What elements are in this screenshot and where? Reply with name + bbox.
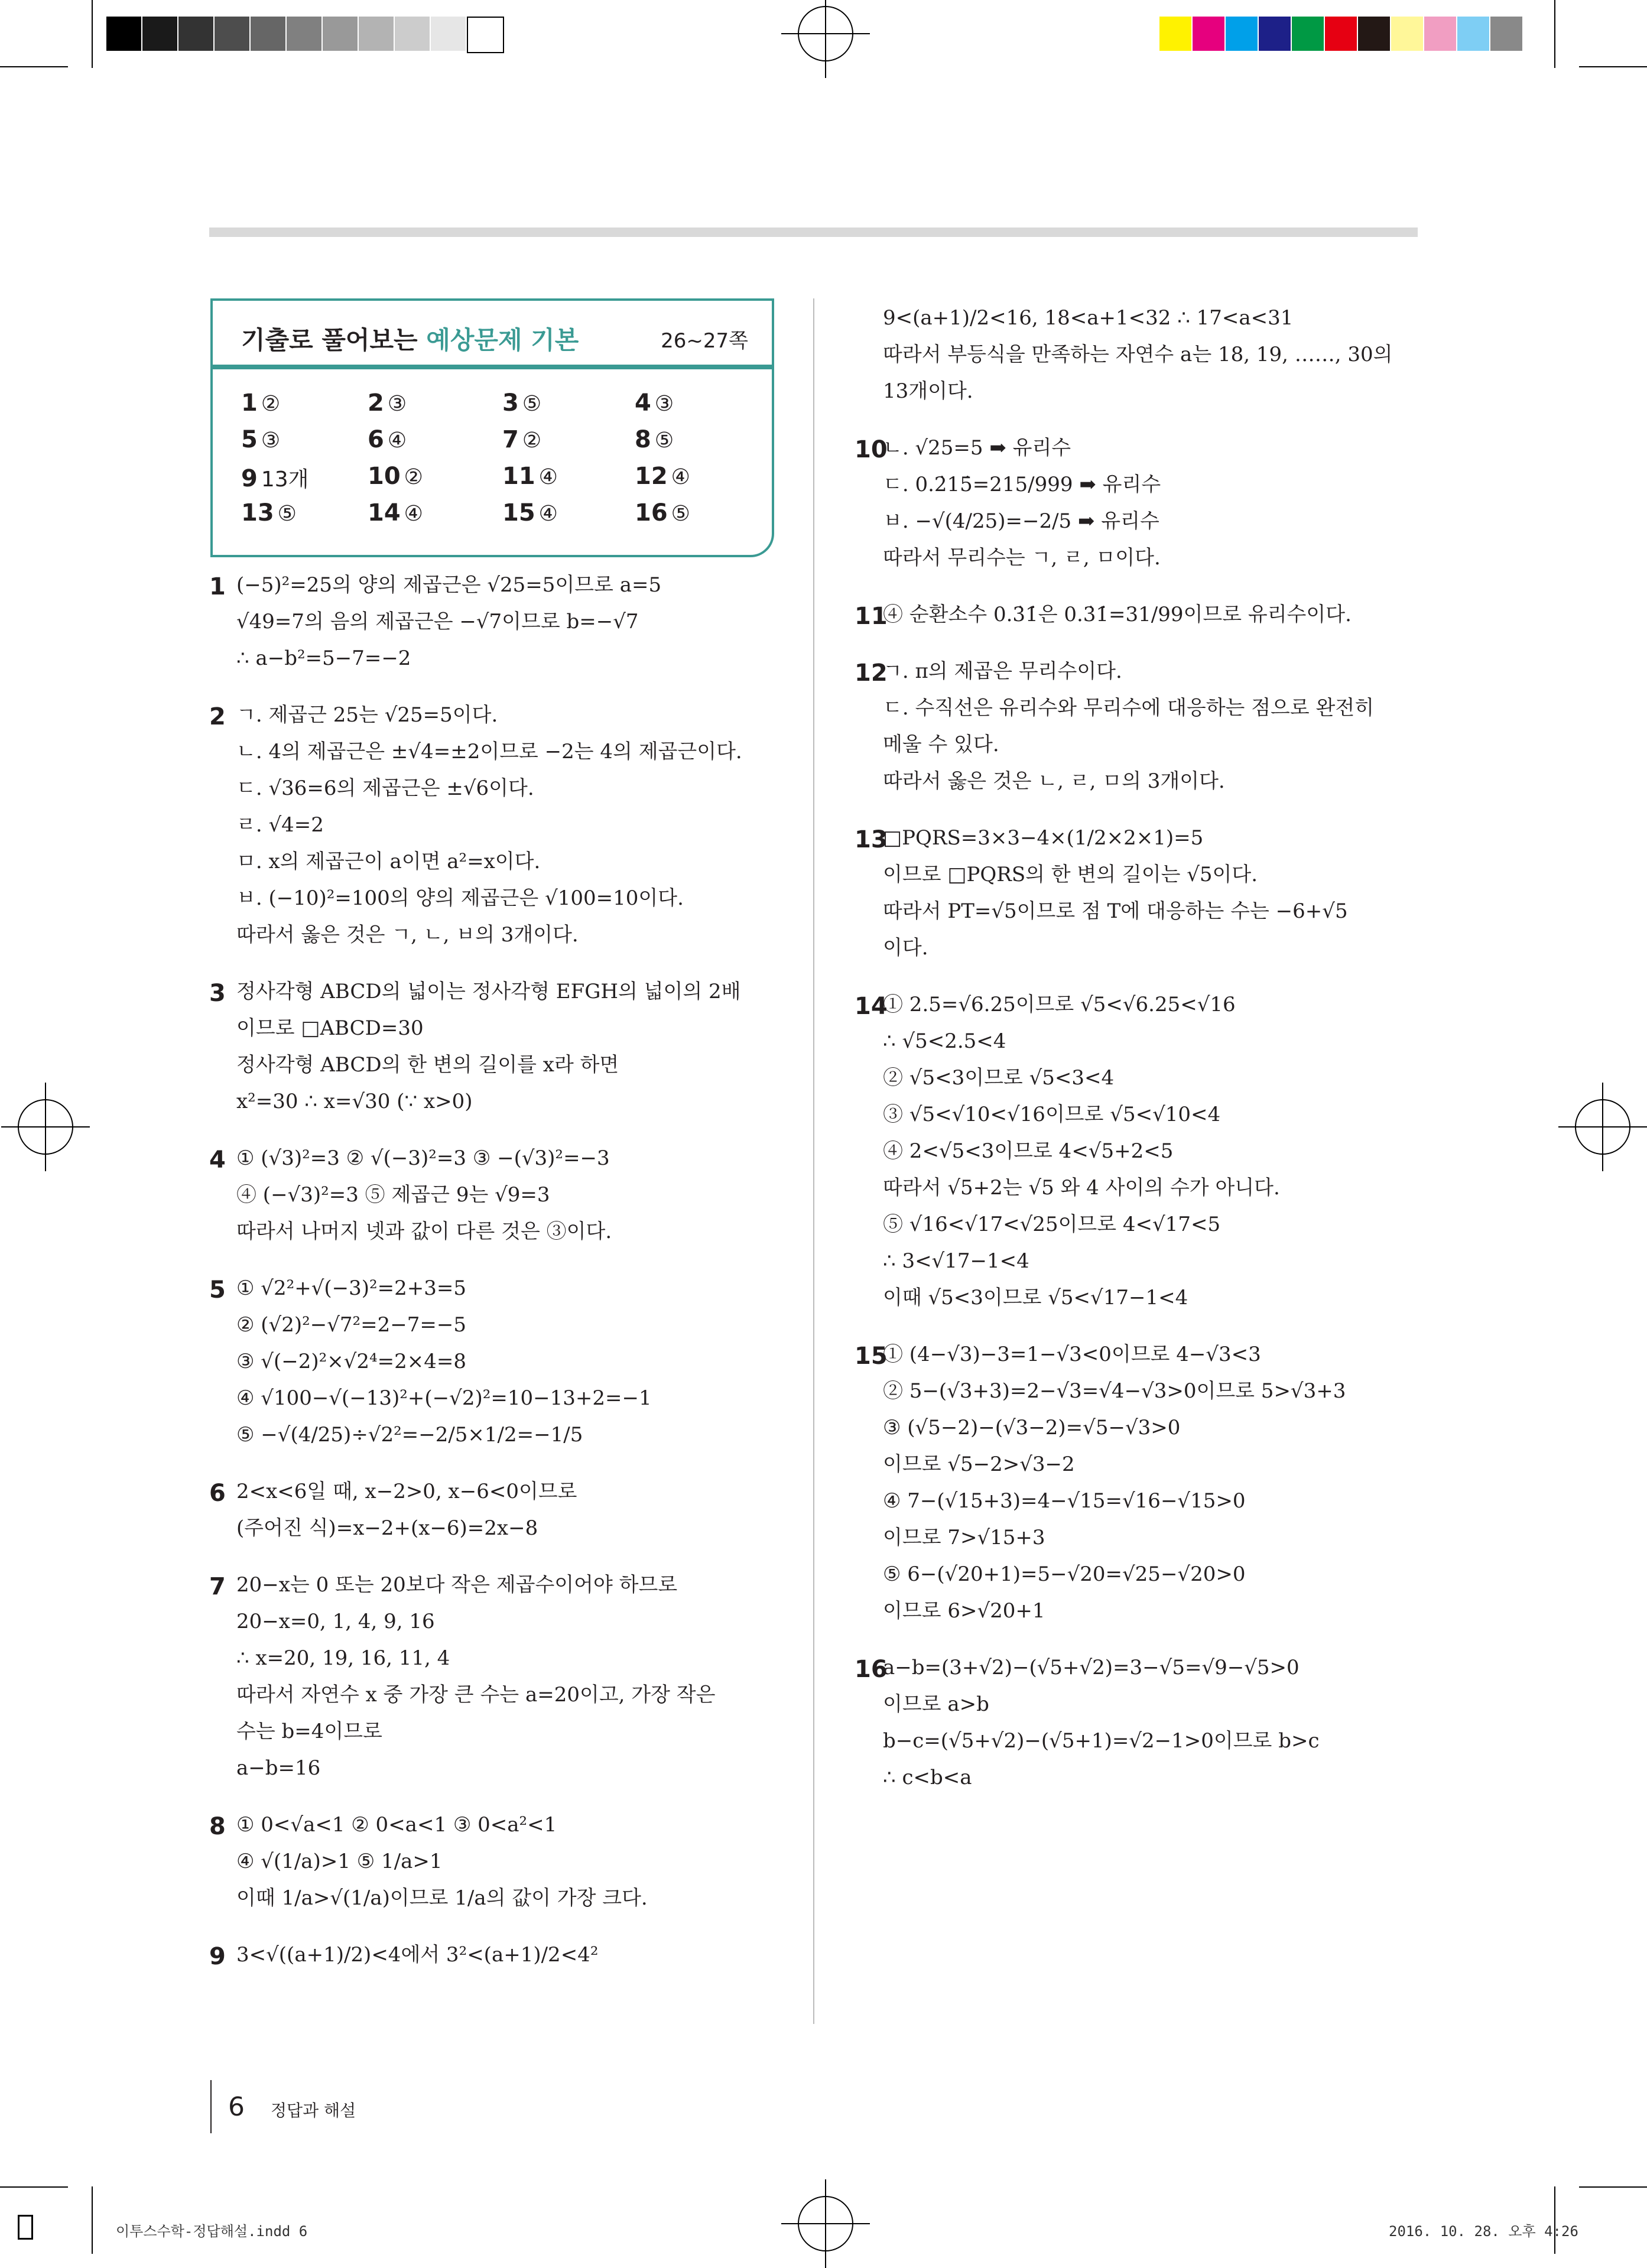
- problem-number: 4: [209, 1146, 226, 1174]
- answer-number: 1: [241, 389, 258, 417]
- answer-box: [210, 298, 774, 557]
- solution-line: 따라서 부등식을 만족하는 자연수 a는 18, 19, ……, 30의: [883, 343, 1393, 366]
- solution-line: ∴ c<b<a: [883, 1766, 972, 1789]
- slug-filename: 이투스수학-정답해설.indd 6: [116, 2223, 308, 2240]
- answer-value: ④: [538, 465, 558, 489]
- gray-swatch: [359, 17, 395, 51]
- color-swatch: [1490, 17, 1523, 51]
- answer-item: [502, 463, 558, 490]
- problem-number: 8: [209, 1813, 226, 1840]
- problem-number: 7: [209, 1573, 226, 1600]
- solution-line: ③ (√5−2)−(√3−2)=√5−√3>0: [883, 1416, 1181, 1440]
- answer-item: [241, 426, 280, 453]
- solution-line: 13개이다.: [883, 379, 973, 403]
- answer-number: 9: [241, 465, 258, 492]
- crop-mark: [0, 2186, 68, 2188]
- solution-line: ∴ √5<2.5<4: [883, 1029, 1006, 1053]
- answer-number: 10: [368, 463, 401, 490]
- answer-value: 13개: [261, 467, 309, 492]
- answer-item: [502, 499, 558, 527]
- gray-swatch: [142, 17, 178, 51]
- solution-line: 이때 √5<3이므로 √5<√17−1<4: [883, 1286, 1188, 1310]
- problem-number: 11: [855, 603, 888, 630]
- color-swatch: [1358, 17, 1391, 51]
- solution-line: ① √2²+√(−3)²=2+3=5: [236, 1276, 467, 1300]
- solution-line: 따라서 옳은 것은 ㄴ, ㄹ, ㅁ의 3개이다.: [883, 769, 1225, 793]
- problem-number: 10: [855, 436, 888, 463]
- solution-line: b−c=(√5+√2)−(√5+1)=√2−1>0이므로 b>c: [883, 1729, 1320, 1753]
- solution-line: ④ √100−√(−13)²+(−√2)²=10−13+2=−1: [236, 1386, 652, 1410]
- solution-line: □PQRS=3×3−4×(1/2×2×1)=5: [883, 826, 1204, 850]
- color-swatch: [1259, 17, 1292, 51]
- solution-line: ④ 순환소수 0.3̇1̇은 0.3̇1̇=31/99이므로 유리수이다.: [883, 603, 1352, 626]
- problem-number: 13: [855, 826, 888, 853]
- color-swatch: [1325, 17, 1358, 51]
- answer-value: ④: [671, 465, 690, 489]
- registration-mark: [798, 6, 853, 61]
- answer-item: [635, 463, 690, 490]
- gray-swatch: [395, 17, 431, 51]
- answer-value: ③: [654, 392, 674, 416]
- solution-line: 메울 수 있다.: [883, 733, 999, 756]
- gray-swatch: [251, 17, 287, 51]
- answer-number: 14: [368, 499, 401, 527]
- column-divider: [813, 298, 814, 2024]
- solution-line: ④ 2<√5<3이므로 4<√5+2<5: [883, 1139, 1174, 1163]
- solution-line: 이므로 □PQRS의 한 변의 길이는 √5이다.: [883, 863, 1258, 886]
- answer-value: ③: [387, 392, 407, 416]
- answer-item: [241, 499, 297, 527]
- answer-number: 16: [635, 499, 668, 527]
- answer-item: [635, 389, 674, 417]
- answer-value: ②: [261, 392, 281, 416]
- answer-value: ⑤: [654, 428, 674, 453]
- answer-number: 3: [502, 389, 519, 417]
- solution-line: ① (√3)²=3 ② √(−3)²=3 ③ −(√3)²=−3: [236, 1146, 610, 1170]
- solution-line: (−5)²=25의 양의 제곱근은 √25=5이므로 a=5: [236, 573, 662, 597]
- answer-item: [241, 463, 308, 493]
- solution-line: (주어진 식)=x−2+(x−6)=2x−8: [236, 1516, 538, 1540]
- solution-line: ① (4−√3)−3=1−√3<0이므로 4−√3<3: [883, 1343, 1261, 1366]
- solution-line: 따라서 무리수는 ㄱ, ㄹ, ㅁ이다.: [883, 546, 1161, 570]
- answer-value: ②: [522, 428, 542, 453]
- problem-number: 6: [209, 1480, 226, 1507]
- solution-line: ∴ a−b²=5−7=−2: [236, 646, 411, 670]
- solution-line: ∴ 3<√17−1<4: [883, 1249, 1029, 1273]
- solution-line: 2<x<6일 때, x−2>0, x−6<0이므로: [236, 1480, 577, 1503]
- color-swatch: [1193, 17, 1226, 51]
- solution-line: ④ 7−(√15+3)=4−√15=√16−√15>0: [883, 1489, 1246, 1513]
- solution-line: ㄷ. 0.2̇15̇=215/999 ➡ 유리수: [883, 473, 1161, 496]
- page-range: 26~27쪽: [661, 329, 748, 353]
- answer-number: 15: [502, 499, 535, 527]
- problem-number: 3: [209, 980, 226, 1007]
- solution-line: 따라서 PT=√5이므로 점 T에 대응하는 수는 −6+√5: [883, 899, 1348, 923]
- answer-item: [635, 499, 690, 527]
- gray-swatch: [178, 17, 215, 51]
- answer-value: ⑤: [522, 392, 542, 416]
- answer-number: 12: [635, 463, 668, 490]
- problem-number: 15: [855, 1343, 888, 1370]
- solution-line: 20−x는 0 또는 20보다 작은 제곱수이어야 하므로: [236, 1573, 678, 1597]
- solution-line: 9<(a+1)/2<16, 18<a+1<32 ∴ 17<a<31: [883, 306, 1294, 330]
- solution-line: ㄹ. √4=2: [236, 813, 324, 837]
- solution-line: ③ √(−2)²×√2⁴=2×4=8: [236, 1350, 467, 1373]
- solution-line: ③ √5<√10<√16이므로 √5<√10<4: [883, 1103, 1221, 1126]
- solution-line: ㅂ. −√(4/25)=−2/5 ➡ 유리수: [883, 509, 1159, 533]
- solution-line: ④ √(1/a)>1 ⑤ 1/a>1: [236, 1850, 443, 1873]
- registration-mark: [798, 2196, 853, 2251]
- problem-number: 16: [855, 1656, 888, 1683]
- solution-line: 이므로 □ABCD=30: [236, 1016, 424, 1040]
- color-swatch: [1292, 17, 1325, 51]
- title-underline: [213, 365, 772, 369]
- solution-line: 이므로 7>√15+3: [883, 1526, 1045, 1549]
- slug-box-icon: [18, 2215, 33, 2240]
- solution-line: ㄴ. √25=5 ➡ 유리수: [883, 436, 1071, 460]
- solution-line: a−b=(3+√2)−(√5+√2)=3−√5=√9−√5>0: [883, 1656, 1300, 1679]
- slug-timestamp: 2016. 10. 28. 오후 4:26: [1389, 2223, 1578, 2240]
- footer-label: 정답과 해설: [271, 2101, 356, 2120]
- solution-line: 따라서 나머지 넷과 값이 다른 것은 ③이다.: [236, 1220, 612, 1243]
- solution-line: x²=30 ∴ x=√30 (∵ x>0): [236, 1090, 473, 1113]
- crop-mark: [92, 2186, 93, 2254]
- answer-value: ③: [261, 428, 281, 453]
- answer-number: 7: [502, 426, 519, 453]
- color-swatch: [1391, 17, 1424, 51]
- solution-line: ㅂ. (−10)²=100의 양의 제곱근은 √100=10이다.: [236, 886, 684, 910]
- solution-line: 이다.: [883, 936, 928, 960]
- solution-line: ㄴ. 4의 제곱근은 ±√4=±2이므로 −2는 4의 제곱근이다.: [236, 740, 742, 763]
- problem-number: 12: [855, 659, 888, 687]
- answer-box-title: [241, 321, 579, 356]
- title-highlight: 예상문제 기본: [426, 326, 579, 355]
- color-swatch: [1226, 17, 1259, 51]
- solution-line: ㄱ. π의 제곱은 무리수이다.: [883, 659, 1122, 683]
- solution-line: ⑤ 6−(√20+1)=5−√20=√25−√20>0: [883, 1562, 1246, 1586]
- crop-mark: [1579, 66, 1647, 67]
- solution-line: 이므로 6>√20+1: [883, 1599, 1045, 1623]
- answer-item: [368, 499, 423, 527]
- solution-line: ㄷ. √36=6의 제곱근은 ±√6이다.: [236, 776, 534, 800]
- gray-swatch: [215, 17, 251, 51]
- gray-swatch: [287, 17, 323, 51]
- solution-line: a−b=16: [236, 1756, 321, 1780]
- crop-mark: [92, 0, 93, 68]
- solution-line: 이므로 a>b: [883, 1692, 989, 1716]
- solution-line: 이므로 √5−2>√3−2: [883, 1453, 1075, 1476]
- answer-item: [368, 463, 423, 490]
- solution-line: 수는 b=4이므로: [236, 1720, 382, 1743]
- gray-swatch: [106, 17, 142, 51]
- color-swatch: [1424, 17, 1457, 51]
- solution-line: √49=7의 음의 제곱근은 −√7이므로 b=−√7: [236, 610, 639, 633]
- gray-swatch: [431, 17, 467, 51]
- problem-number: 5: [209, 1276, 226, 1304]
- solution-line: 이때 1/a>√(1/a)이므로 1/a의 값이 가장 크다.: [236, 1886, 648, 1910]
- registration-mark: [18, 1099, 73, 1155]
- solution-line: 따라서 √5+2는 √5 와 4 사이의 수가 아니다.: [883, 1176, 1280, 1200]
- solution-line: ② 5−(√3+3)=2−√3=√4−√3>0이므로 5>√3+3: [883, 1379, 1346, 1403]
- crop-mark: [1554, 0, 1555, 68]
- gray-swatch: [323, 17, 359, 51]
- solution-line: ∴ x=20, 19, 16, 11, 4: [236, 1646, 450, 1670]
- answer-value: ⑤: [671, 502, 690, 526]
- solution-line: ② (√2)²−√7²=2−7=−5: [236, 1313, 467, 1337]
- solution-line: ㄷ. 수직선은 유리수와 무리수에 대응하는 점으로 완전히: [883, 696, 1375, 720]
- problem-number: 14: [855, 993, 888, 1020]
- problem-number: 9: [209, 1943, 226, 1970]
- color-swatch: [1159, 17, 1193, 51]
- solution-line: ㄱ. 제곱근 25는 √25=5이다.: [236, 703, 498, 727]
- solution-line: ㅁ. x의 제곱근이 a이면 a²=x이다.: [236, 850, 541, 873]
- answer-number: 13: [241, 499, 274, 527]
- solution-line: 정사각형 ABCD의 넓이는 정사각형 EFGH의 넓이의 2배: [236, 980, 741, 1003]
- answer-number: 6: [368, 426, 384, 453]
- solution-line: 따라서 옳은 것은 ㄱ, ㄴ, ㅂ의 3개이다.: [236, 923, 579, 947]
- header-rule: [209, 228, 1418, 237]
- problem-number: 1: [209, 573, 226, 600]
- solution-line: 정사각형 ABCD의 한 변의 길이를 x라 하면: [236, 1053, 619, 1077]
- answer-item: [502, 426, 541, 453]
- solution-line: ④ (−√3)²=3 ⑤ 제곱근 9는 √9=3: [236, 1183, 550, 1207]
- page-number: 6: [228, 2092, 245, 2122]
- crop-mark: [0, 66, 68, 67]
- solution-line: ② √5<3이므로 √5<3<4: [883, 1066, 1115, 1090]
- crop-mark: [1579, 2186, 1647, 2188]
- solution-line: 20−x=0, 1, 4, 9, 16: [236, 1610, 435, 1633]
- color-swatch: [1457, 17, 1490, 51]
- solution-line: 3<√((a+1)/2)<4에서 3²<(a+1)/2<4²: [236, 1943, 599, 1967]
- solution-line: ① 2.5=√6.25이므로 √5<√6.25<√16: [883, 993, 1236, 1016]
- solution-line: ① 0<√a<1 ② 0<a<1 ③ 0<a²<1: [236, 1813, 557, 1837]
- answer-item: [241, 389, 280, 417]
- answer-value: ④: [538, 502, 558, 526]
- answer-number: 8: [635, 426, 651, 453]
- solution-line: ⑤ −√(4/25)÷√2²=−2/5×1/2=−1/5: [236, 1423, 583, 1447]
- footer-rule: [210, 2080, 212, 2133]
- problem-number: 2: [209, 703, 226, 730]
- answer-value: ④: [387, 428, 407, 453]
- answer-item: [502, 389, 541, 417]
- answer-item: [368, 389, 407, 417]
- answer-value: ⑤: [277, 502, 297, 526]
- answer-number: 11: [502, 463, 535, 490]
- answer-number: 2: [368, 389, 384, 417]
- answer-item: [635, 426, 674, 453]
- gray-swatch: [467, 17, 504, 53]
- solution-line: 따라서 자연수 x 중 가장 큰 수는 a=20이고, 가장 작은: [236, 1683, 716, 1707]
- title-prefix: 기출로 풀어보는: [241, 326, 427, 355]
- answer-value: ④: [404, 502, 423, 526]
- answer-number: 4: [635, 389, 651, 417]
- solution-line: ⑤ √16<√17<√25이므로 4<√17<5: [883, 1213, 1221, 1236]
- registration-mark: [1575, 1099, 1630, 1155]
- answer-number: 5: [241, 426, 258, 453]
- answer-item: [368, 426, 407, 453]
- answer-value: ②: [404, 465, 423, 489]
